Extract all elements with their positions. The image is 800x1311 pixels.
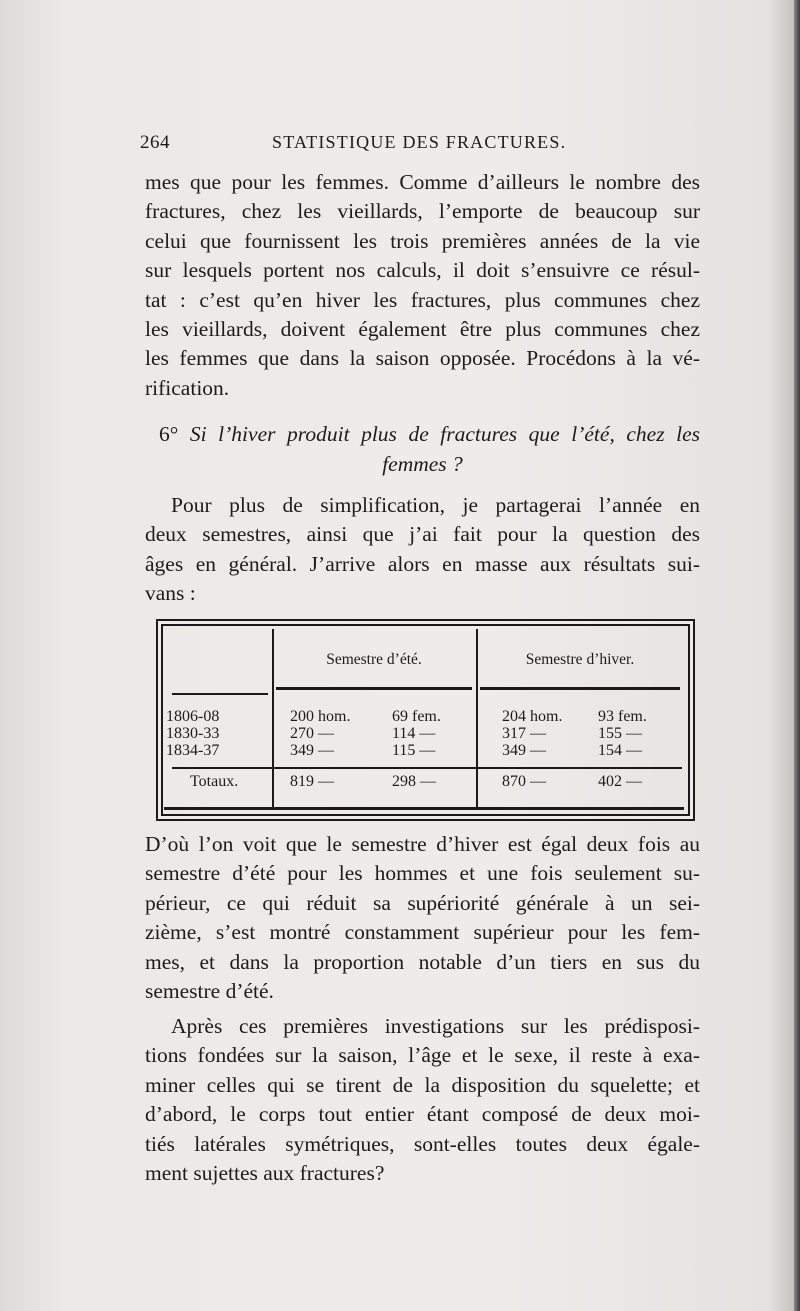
header-winter: Semestre d’hiver. xyxy=(525,651,635,668)
table-cell: 114 — xyxy=(392,724,436,742)
text-line: âges en général. J’arrive alors en masse aux résultats sui- xyxy=(145,551,700,576)
year-cell: 1834-37 xyxy=(166,741,220,759)
text-line: périeur, ce qui réduit sa supériorité générale à un sei- xyxy=(145,890,700,915)
table-cell: 204 hom. xyxy=(502,708,563,725)
data-table xyxy=(156,619,695,821)
summer-women-column xyxy=(392,709,441,759)
table-divider xyxy=(172,767,682,769)
table-divider xyxy=(476,629,478,809)
text-line: zième, s’est montré constamment supérieur pour les fem- xyxy=(145,920,700,945)
table-divider xyxy=(164,807,684,810)
total-summer-women: 298 — xyxy=(392,773,436,790)
year-cell: 1830-33 xyxy=(166,724,220,742)
paragraph-2 xyxy=(145,491,700,609)
text-line: deux semestres, ainsi que j’ai fait pour la question des xyxy=(145,522,700,547)
table-divider xyxy=(272,629,274,809)
text-line: fractures, chez les vieillards, l’emporte de beaucoup sur xyxy=(145,199,700,224)
text-line: miner celles qui se tirent de la disposition du squelette; et xyxy=(145,1072,700,1097)
question-line-1 xyxy=(145,419,700,449)
total-winter-men: 870 — xyxy=(502,773,546,790)
text-line: rification. xyxy=(145,375,230,400)
table-cell: 115 — xyxy=(392,741,436,759)
page-edge-shadow xyxy=(794,0,800,1311)
table-divider xyxy=(276,687,472,690)
section-question xyxy=(145,419,700,479)
text-line: mes que pour les femmes. Comme d’ailleurs le nombre des xyxy=(145,170,700,194)
text-line: D’où l’on voit que le semestre d’hiver est égal deux fois au xyxy=(145,832,700,856)
question-text: Si l’hiver produit plus de fractures que l’été, chez les xyxy=(189,422,700,446)
text-line: Pour plus de simplification, je partagerai l’année en xyxy=(171,493,700,517)
winter-women-column xyxy=(598,709,647,759)
text-line: vans : xyxy=(145,581,196,606)
text-line: tiés latérales symétriques, sont-elles toutes deux égale- xyxy=(145,1131,700,1156)
table-cell: 200 hom. xyxy=(290,708,351,725)
header-summer: Semestre d’été. xyxy=(326,651,422,668)
paragraph-4 xyxy=(145,1012,700,1188)
table-cell: 317 — xyxy=(502,724,546,742)
text-line: Après ces premières investigations sur les prédisposi- xyxy=(171,1014,700,1038)
text-line: d’abord, le corps tout entier étant composé de deux moi- xyxy=(145,1102,700,1127)
question-line-2: femmes ? xyxy=(382,452,463,476)
paragraph-3 xyxy=(145,830,700,1006)
total-winter-women: 402 — xyxy=(598,773,642,790)
text-line: sur lesquels portent nos calculs, il doit s’ensuivre ce résul- xyxy=(145,258,700,283)
page-number: 264 xyxy=(140,132,170,153)
text-line: tions fondées sur la saison, l’âge et le sexe, il reste à exa- xyxy=(145,1043,700,1068)
text-line: tat : c’est qu’en hiver les fractures, plus communes chez xyxy=(145,287,700,312)
summer-men-column xyxy=(290,709,350,759)
paragraph-1 xyxy=(145,168,700,403)
total-summer-men: 819 — xyxy=(290,773,334,790)
text-line: celui que fournissent les trois premières années de la vie xyxy=(145,228,700,253)
page-header xyxy=(140,132,700,158)
table-cell: 155 — xyxy=(598,724,642,742)
year-cell: 1806-08 xyxy=(166,708,220,725)
total-label: Totaux. xyxy=(190,773,239,790)
text-line: les femmes que dans la saison opposée. Procédons à la vé- xyxy=(145,346,700,371)
table-cell: 270 — xyxy=(290,724,334,742)
table-cell: 154 — xyxy=(598,741,642,759)
text-line: semestre d’été pour les hommes et une fois seulement su- xyxy=(145,861,700,886)
text-line: semestre d’été. xyxy=(145,978,274,1003)
table-divider xyxy=(480,687,680,690)
table-cell: 69 fem. xyxy=(392,708,441,725)
text-line: mes, et dans la proportion notable d’un tiers en sus du xyxy=(145,949,700,974)
winter-men-column xyxy=(502,709,562,759)
text-line: les vieillards, doivent également être plus communes chez xyxy=(145,316,700,341)
question-number: 6° xyxy=(159,422,179,446)
table-cell: 349 — xyxy=(502,741,546,759)
running-head: STATISTIQUE DES FRACTURES. xyxy=(272,132,567,152)
table-cell: 349 — xyxy=(290,741,334,759)
text-line: ment sujettes aux fractures? xyxy=(145,1160,385,1185)
table-divider xyxy=(172,693,268,695)
years-column xyxy=(166,709,266,759)
table-cell: 93 fem. xyxy=(598,708,647,725)
